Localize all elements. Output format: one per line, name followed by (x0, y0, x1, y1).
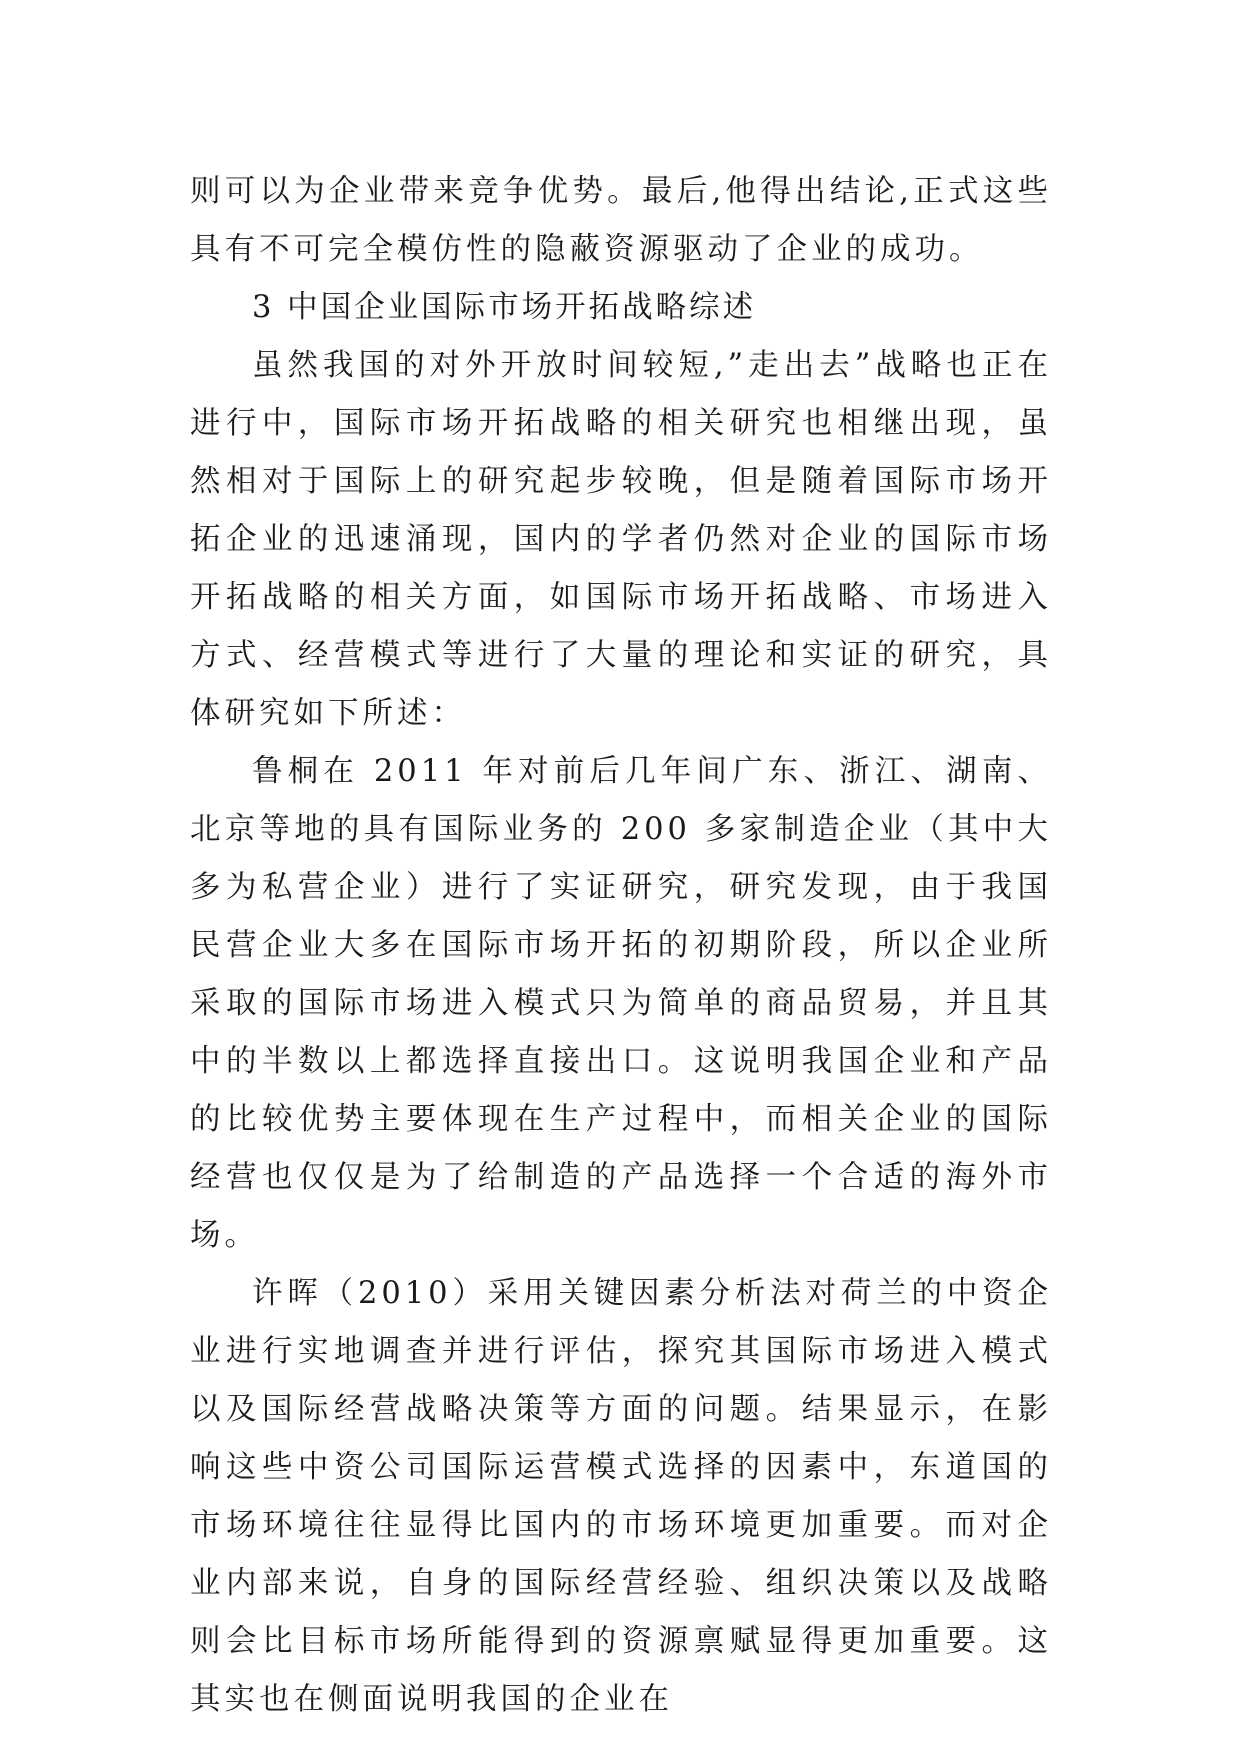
paragraph-continuation: 则可以为企业带来竞争优势。最后,他得出结论,正式这些具有不可完全模仿性的隐蔽资源驱动了企业的成功。 (190, 174, 1052, 267)
paragraph-lutong-study: 鲁桐在 2011 年对前后几年间广东、浙江、湖南、北京等地的具有国际业务的 200 多家制造企业（其中大多为私营企业）进行了实证研究，研究发现，由于我国民营企业大多在国际市场开拓的初期阶段，所以企业所采取的国际市场进入模式只为简单的商品贸易，并且其中的半数以上都选择直接出口。这说明我国企业和产品的比较优势主要体现在生产过程中，而相关企业的国际经营也仅仅是为了给制造的产品选择一个合适的海外市场。 (190, 754, 1052, 1253)
section-heading: 3 中国企业国际市场开拓战略综述 (252, 290, 757, 325)
paragraph-intro: 虽然我国的对外开放时间较短,”走出去”战略也正在进行中，国际市场开拓战略的相关研究也相继出现，虽然相对于国际上的研究起步较晚，但是随着国际市场开拓企业的迅速涌现，国内的学者仍然对企业的国际市场开拓战略的相关方面，如国际市场开拓战略、市场进入方式、经营模式等进行了大量的理论和实证的研究，具体研究如下所述： (190, 348, 1052, 731)
paragraph-xuhui-study: 许晖（2010）采用关键因素分析法对荷兰的中资企业进行实地调查并进行评估，探究其国际市场进入模式以及国际经营战略决策等方面的问题。结果显示，在影响这些中资公司国际运营模式选择的因素中，东道国的市场环境往往显得比国内的市场环境更加重要。而对企业内部来说，自身的国际经营经验、组织决策以及战略则会比目标市场所能得到的资源禀赋显得更加重要。这其实也在侧面说明我国的企业在 (190, 1276, 1052, 1717)
body-text (190, 163, 1052, 1729)
